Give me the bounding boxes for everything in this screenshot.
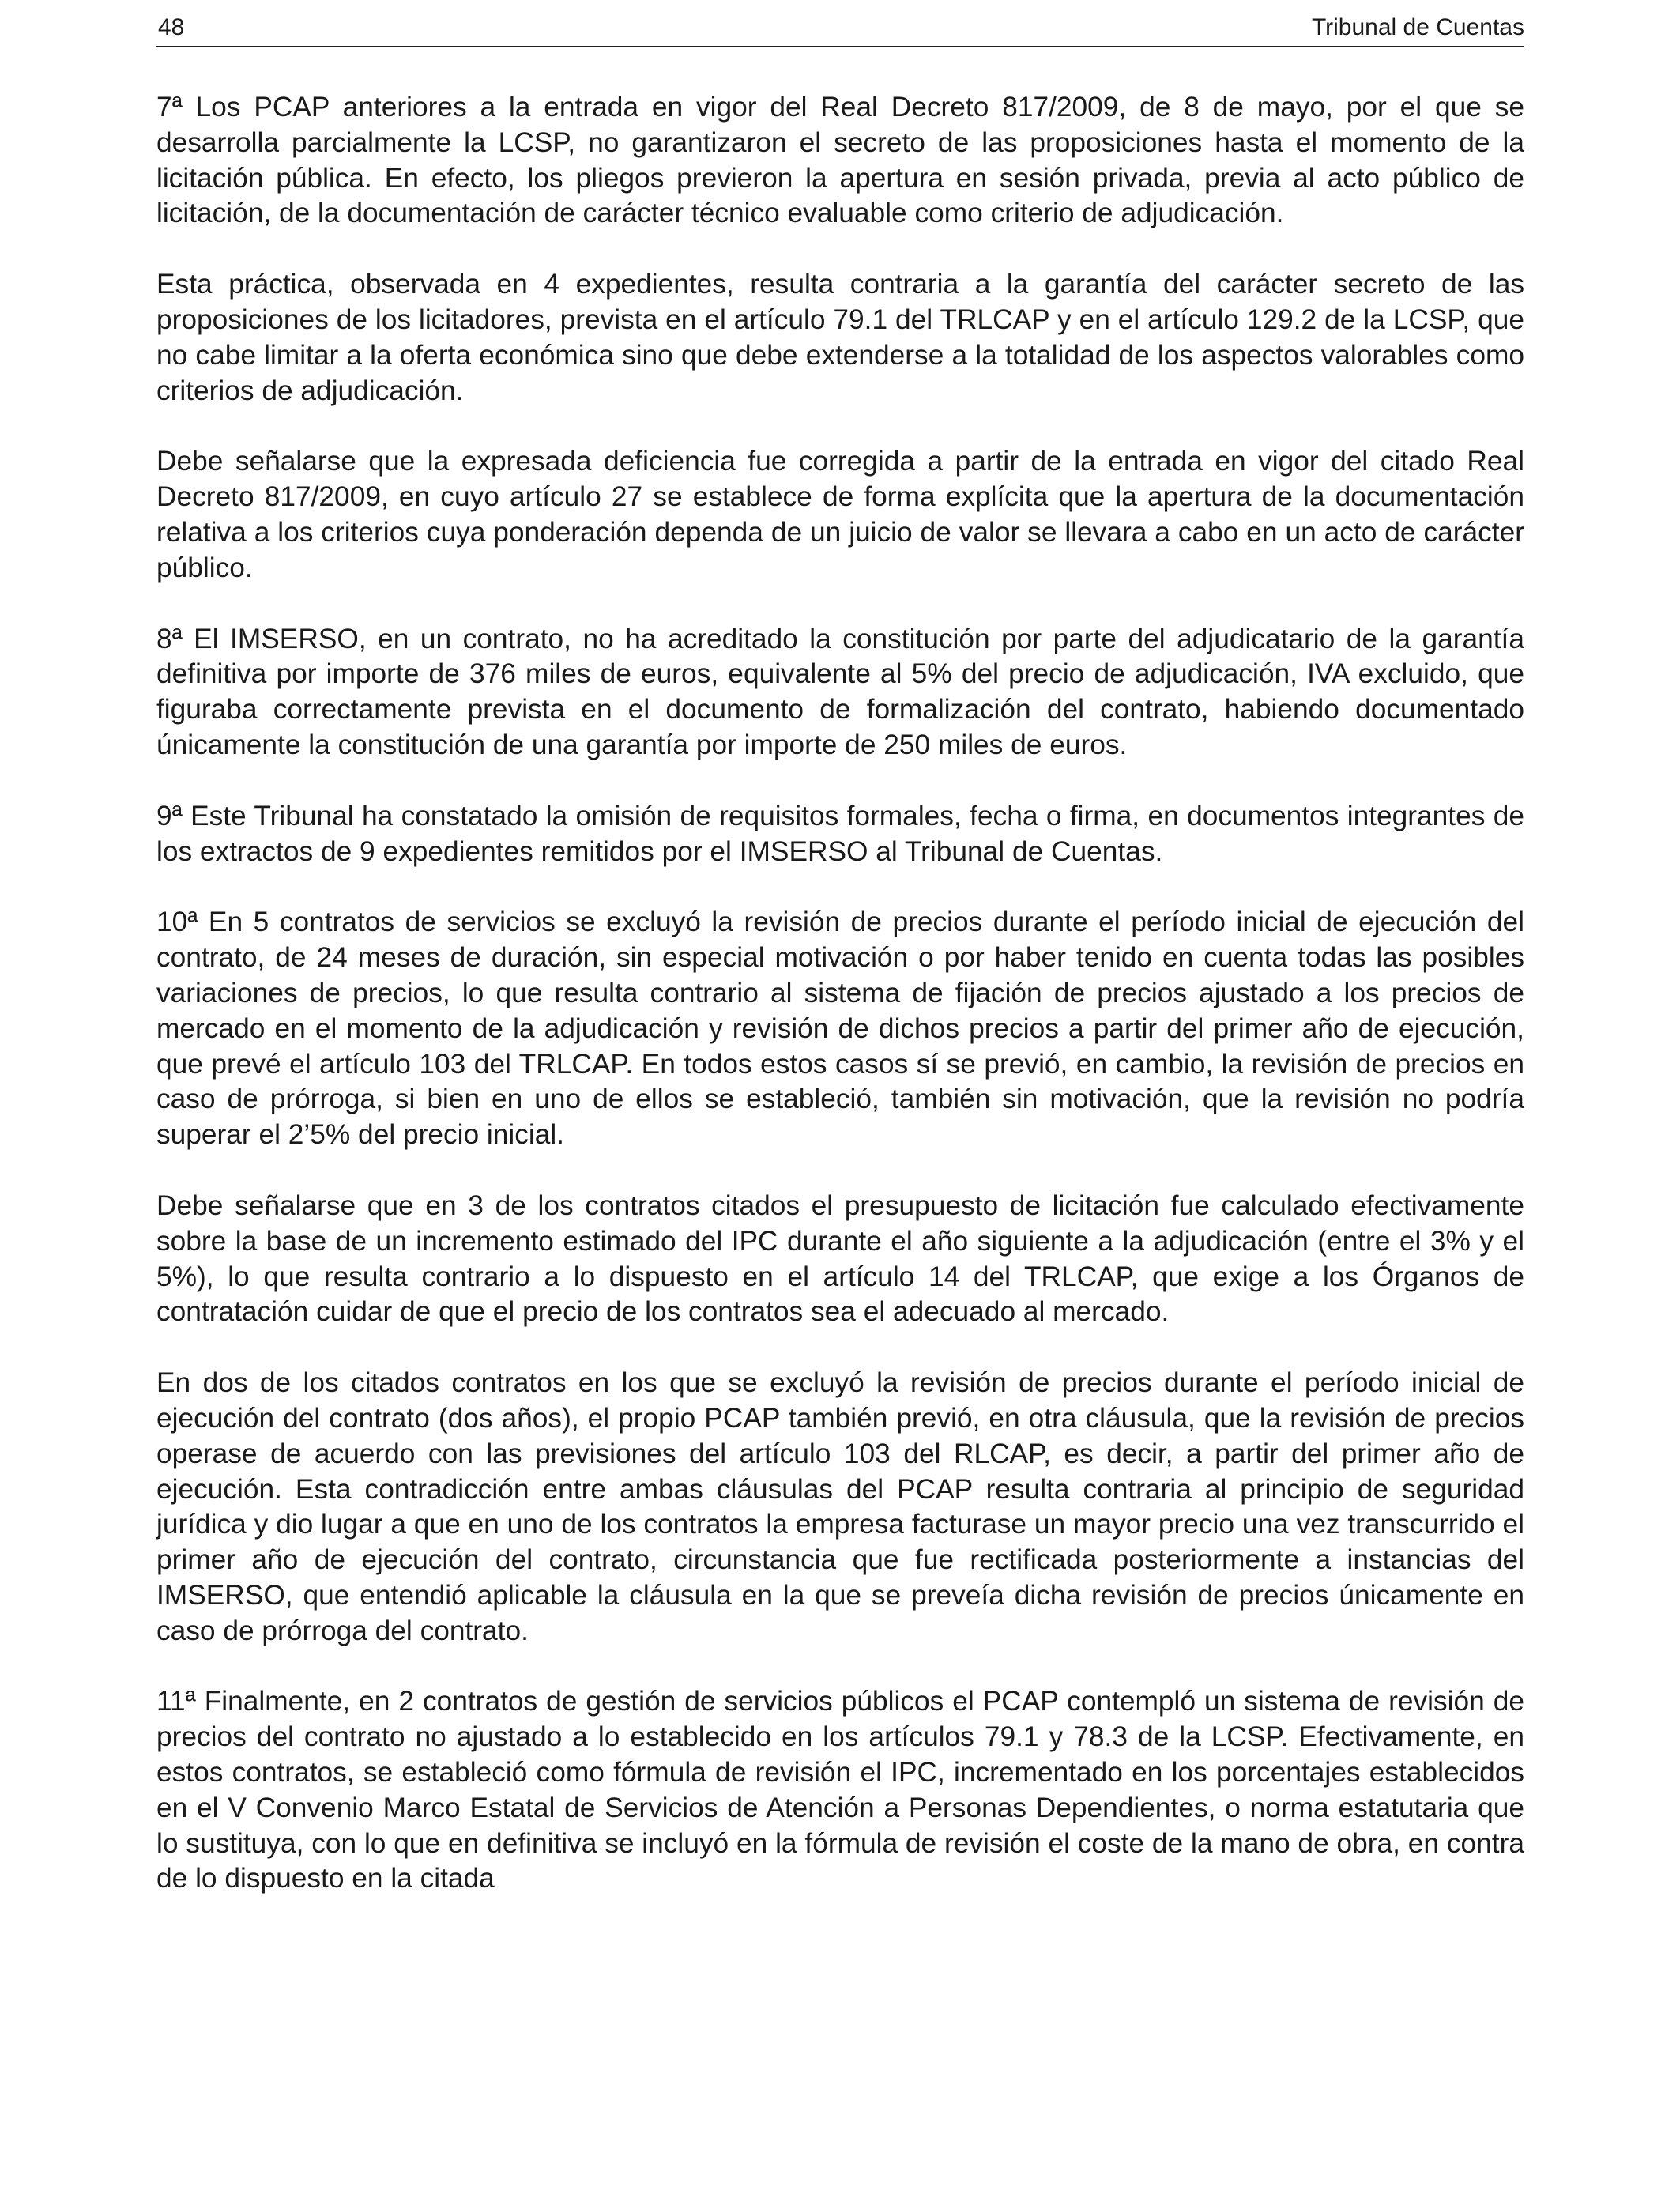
paragraph-clause-contradiction: En dos de los citados contratos en los que se excluyó la revisión de precios durante el período inicial de ejecución del contrato (dos años), el propio PCAP también previó, en otra cláusula, que la revisión de precios operase de acuerdo con las previsiones del artículo 103 del RLCAP, es decir, a partir del primer año de ejecución. Esta contradicción entre ambas cláusulas del PCAP resulta contraria al principio de seguridad jurídica y dio lugar a que en uno de los contratos la empresa facturase un mayor precio una vez transcurrido el primer año de ejecución del contrato, circunstancia que fue rectificada posteriormente a instancias del IMSERSO, que entendió aplicable la cláusula en la que se preveía dicha revisión de precios únicamente en caso de prórroga del contrato. — [156, 1367, 1524, 1646]
paragraph-secrecy-practice: Esta práctica, observada en 4 expedientes, resulta contraria a la garantía del carácter secreto de las proposiciones de los licitadores, prevista en el artículo 79.1 del TRLCAP y en el artículo 129.2 de la LCSP, que no cabe limitar a la oferta económica sino que debe extenderse a la totalidad de los aspectos valorables como criterios de adjudicación. — [156, 269, 1524, 406]
paragraph-budget-ipc: Debe señalarse que en 3 de los contratos citados el presupuesto de licitación fue calculado efectivamente sobre la base de un incremento estimado del IPC durante el año siguiente a la adjudicación (entre el 3% y el 5%), lo que resulta contrario a lo dispuesto en el artículo 14 del TRLCAP, que exige a los Órganos de contratación cuidar de que el precio de los contratos sea el adecuado al mercado. — [156, 1189, 1524, 1328]
paragraph-finding-9: 9ª Este Tribunal ha constatado la omisión de requisitos formales, fecha o firma, en documentos integrantes de los extractos de 9 expedientes remitidos por el IMSERSO al Tribunal de Cuentas. — [156, 800, 1524, 867]
running-header — [156, 9, 1524, 47]
paragraph-deficiency-corrected: Debe señalarse que la expresada deficiencia fue corregida a partir de la entrada en vigor del citado Real Decreto 817/2009, en cuyo artículo 27 se establece de forma explícita que la apertura de la documentación relativa a los criterios cuya ponderación dependa de un juicio de valor se llevara a cabo en un acto de carácter público. — [156, 446, 1524, 583]
publisher-name: Tribunal de Cuentas — [1311, 14, 1524, 40]
paragraph-finding-7: 7ª Los PCAP anteriores a la entrada en vigor del Real Decreto 817/2009, de 8 de mayo, por el que se desarrolla parcialmente la LCSP, no garantizaron el secreto de las proposiciones hasta el momento de la licitación pública. En efecto, los pliegos previeron la apertura en sesión privada, previa al acto público de licitación, de la documentación de carácter técnico evaluable como criterio de adjudicación. — [156, 92, 1524, 229]
document-page — [156, 0, 1524, 2194]
paragraph-finding-10: 10ª En 5 contratos de servicios se excluyó la revisión de precios durante el período inicial de ejecución del contrato, de 24 meses de duración, sin especial motivación o por haber tenido en cuenta todas las posibles variaciones de precios, lo que resulta contrario al sistema de fijación de precios ajustado a los precios de mercado en el momento de la adjudicación y revisión de dichos precios a partir del primer año de ejecución, que prevé el artículo 103 del TRLCAP. En todos estos casos sí se previó, en cambio, la revisión de precios en caso de prórroga, si bien en uno de ellos se estableció, también sin motivación, que la revisión no podría superar el 2’5% del precio inicial. — [156, 907, 1524, 1151]
body-text — [156, 90, 1524, 1932]
page-number: 48 — [158, 14, 185, 40]
paragraph-finding-8: 8ª El IMSERSO, en un contrato, no ha acreditado la constitución por parte del adjudicatario de la garantía definitiva por importe de 376 miles de euros, equivalente al 5% del precio de adjudicación, IVA excluido, que figuraba correctamente prevista en el documento de formalización del contrato, habiendo documentado únicamente la constitución de una garantía por importe de 250 miles de euros. — [156, 623, 1524, 760]
paragraph-finding-11: 11ª Finalmente, en 2 contratos de gestión de servicios públicos el PCAP contempló un sistema de revisión de precios del contrato no ajustado a lo establecido en los artículos 79.1 y 78.3 de la LCSP. Efectivamente, en estos contratos, se estableció como fórmula de revisión el IPC, incrementado en los porcentajes establecidos en el V Convenio Marco Estatal de Servicios de Atención a Personas Dependientes, o norma estatutaria que lo sustituya, con lo que en definitiva se incluyó en la fórmula de revisión el coste de la mano de obra, en contra de lo dispuesto en la citada — [156, 1686, 1524, 1894]
